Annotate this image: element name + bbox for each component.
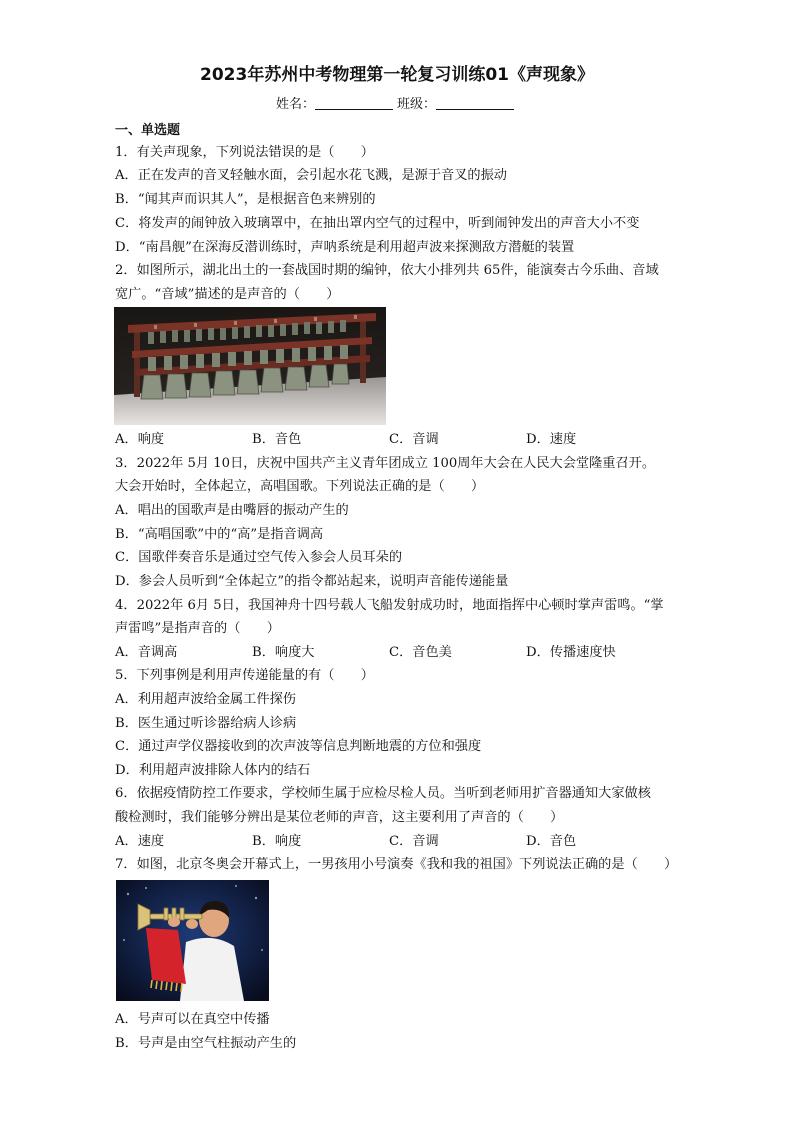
page-title: 2023年苏州中考物理第一轮复习训练01《声现象》	[200, 65, 594, 85]
q6-stem-line1: 6．依据疫情防控工作要求，学校师生属于应检尽检人员。当听到老师用扩音器通知大家做核	[115, 786, 651, 801]
q6-option-c: C．音调	[389, 834, 439, 849]
q1-option-b: B．“闻其声而识其人”，是根据音色来辨别的	[115, 192, 376, 207]
q5-option-c: C．通过声学仪器接收到的次声波等信息判断地震的方位和强度	[115, 739, 482, 754]
q3-stem-line2: 大会开始时，全体起立，高唱国歌。下列说法正确的是（ ）	[115, 479, 485, 494]
q2-stem-line1: 2．如图所示，湖北出土的一套战国时期的编钟，依大小排列共 65件，能演奏古今乐曲、音域	[115, 263, 659, 278]
q3-stem-line1: 3．2022年 5月 10日，庆祝中国共产主义青年团成立 100周年大会在人民大会堂隆重召开。	[115, 456, 656, 471]
q7-option-a: A．号声可以在真空中传播	[115, 1012, 270, 1027]
q2-option-d: D．速度	[526, 432, 577, 447]
q6-options	[115, 830, 576, 854]
q7-option-b: B．号声是由空气柱振动产生的	[115, 1036, 297, 1051]
boy-trumpet-image	[116, 880, 269, 1001]
class-label: 班级：	[397, 97, 437, 112]
q2-option-c: C．音调	[389, 432, 439, 447]
q2-option-a: A．响度	[115, 432, 165, 447]
q4-stem-line2: 声雷鸣”是指声音的（ ）	[115, 621, 280, 636]
q5-option-b: B．医生通过听诊器给病人诊病	[115, 716, 297, 731]
q4-options	[115, 641, 616, 665]
q6-option-b: B．响度	[252, 834, 302, 849]
q4-option-a: A．音调高	[115, 645, 178, 660]
q3-option-c: C．国歌伴奏音乐是通过空气传入参会人员耳朵的	[115, 550, 403, 565]
section-heading: 一、单选题	[115, 123, 181, 138]
q3-option-d: D．参会人员听到“全体起立”的指令都站起来，说明声音能传递能量	[115, 574, 509, 589]
q2-options	[115, 428, 576, 452]
q1-option-a: A．正在发声的音叉轻触水面，会引起水花飞溅，是源于音叉的振动	[115, 168, 507, 183]
bianzhong-bells-image	[114, 307, 386, 425]
name-label: 姓名：	[275, 97, 315, 112]
q7-stem: 7．如图，北京冬奥会开幕式上，一男孩用小号演奏《我和我的祖国》下列说法正确的是（ ）	[115, 857, 678, 872]
q6-option-a: A．速度	[115, 834, 165, 849]
q6-option-d: D．音色	[526, 834, 577, 849]
q1-option-d: D．“南昌舰”在深海反潜训练时，声呐系统是利用超声波来探测敌方潜艇的装置	[115, 240, 575, 255]
q4-option-b: B．响度大	[252, 645, 315, 660]
q2-option-b: B．音色	[252, 432, 302, 447]
q6-stem-line2: 酸检测时，我们能够分辨出是某位老师的声音，这主要利用了声音的（ ）	[115, 810, 564, 825]
q4-stem-line1: 4．2022年 6月 5日，我国神舟十四号载人飞船发射成功时，地面指挥中心顿时掌声雷鸣。“掌	[115, 598, 664, 613]
q5-option-d: D．利用超声波排除人体内的结石	[115, 763, 311, 778]
name-blank[interactable]	[315, 97, 393, 110]
q1-stem: 1．有关声现象，下列说法错误的是（ ）	[115, 145, 374, 160]
q4-option-d: D．传播速度快	[526, 645, 616, 660]
q3-option-a: A．唱出的国歌声是由嘴唇的振动产生的	[115, 503, 349, 518]
q3-option-b: B．“高唱国歌”中的“高”是指音调高	[115, 527, 324, 542]
q5-option-a: A．利用超声波给金属工件探伤	[115, 692, 296, 707]
q4-option-c: C．音色美	[389, 645, 452, 660]
class-blank[interactable]	[436, 97, 514, 110]
q5-stem: 5．下列事例是利用声传递能量的有（ ）	[115, 668, 374, 683]
q2-stem-line2: 宽广。“音域”描述的是声音的（ ）	[115, 287, 340, 302]
q1-option-c: C．将发声的闹钟放入玻璃罩中，在抽出罩内空气的过程中，听到闹钟发出的声音大小不变	[115, 216, 640, 231]
name-class-line	[0, 93, 794, 112]
